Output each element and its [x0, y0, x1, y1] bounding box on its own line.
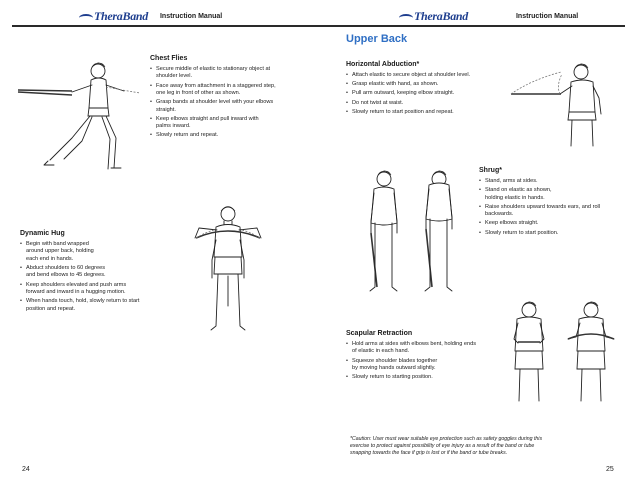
- horizontal-abduction-figure: [509, 58, 623, 148]
- horizontal-abduction-title: Horizontal Abduction*: [346, 61, 420, 68]
- shrug-figure-end: [425, 171, 452, 291]
- dynamic-hug-steps: [20, 241, 170, 315]
- list-item: • Slowly return and repeat.: [150, 132, 315, 139]
- shrug-title: Shrug*: [479, 167, 502, 174]
- list-item: • Grasp bands at shoulder level with your elbows straight.: [150, 99, 315, 114]
- list-item: • Slowly return to start position.: [479, 230, 624, 237]
- list-item: • Squeeze shoulder blades together by moving hands outward slightly.: [346, 358, 516, 373]
- list-item: • Do not twist at waist.: [346, 100, 511, 107]
- header-rule: [319, 25, 625, 27]
- dynamic-hug-figure: [188, 200, 268, 340]
- left-page-number: 24: [22, 466, 30, 473]
- list-item: • Grasp elastic with hand, as shown.: [346, 81, 511, 88]
- list-item: • When hands touch, hold, slowly return to start position and repeat.: [20, 298, 170, 313]
- list-item: • Raise shoulders upward towards ears, and roll backwards.: [479, 204, 624, 219]
- list-item: • Slowly return to start position and repeat.: [346, 109, 511, 116]
- list-item: • Keep elbows straight and pull inward with palms inward.: [150, 116, 315, 131]
- scapular-retraction-figure-start: [514, 302, 544, 401]
- list-item: • Begin with band wrapped around upper back, holding each end in hands.: [20, 241, 170, 263]
- brand-name: TheraBand: [414, 8, 468, 23]
- shrug-figures: [359, 165, 469, 300]
- shrug-figure-start: [370, 171, 397, 291]
- list-item: • Keep elbows straight.: [479, 220, 624, 227]
- left-header: [79, 8, 222, 24]
- brand-logo-icon: [79, 14, 93, 22]
- list-item: • Abduct shoulders to 60 degrees and bend elbows to 45 degrees.: [20, 265, 170, 280]
- section-title: Upper Back: [346, 33, 408, 45]
- list-item: • Attach elastic to secure object at shoulder level.: [346, 72, 511, 79]
- scapular-retraction-title: Scapular Retraction: [346, 330, 413, 337]
- right-header: [399, 8, 578, 24]
- list-item: • Slowly return to starting position.: [346, 374, 516, 381]
- list-item: • Keep shoulders elevated and push arms forward and inward in a hugging motion.: [20, 282, 170, 297]
- chest-flies-title: Chest Flies: [150, 55, 188, 62]
- horizontal-abduction-steps: [346, 72, 511, 118]
- list-item: • Stand on elastic as shown, holding elastic in hands.: [479, 187, 624, 202]
- list-item: • Stand, arms at sides.: [479, 178, 624, 185]
- caution-note: *Caution: User must wear suitable eye protection such as safety goggles during this exercise to protect against possibility of eye injury as a result of the band or tube snapping towards the face if grip is lost or if the band or tube breaks.: [350, 436, 543, 456]
- brand-name: TheraBand: [94, 8, 148, 23]
- scapular-retraction-figures: [499, 298, 624, 408]
- brand-logo-icon: [399, 14, 413, 22]
- scapular-retraction-steps: [346, 341, 516, 383]
- right-page: [319, 0, 638, 493]
- right-page-number: 25: [606, 466, 614, 473]
- list-item: • Secure middle of elastic to stationary object at shoulder level.: [150, 66, 315, 81]
- dynamic-hug-title: Dynamic Hug: [20, 230, 65, 237]
- chest-flies-figure: [18, 55, 148, 175]
- manual-label: Instruction Manual: [159, 12, 223, 20]
- list-item: • Hold arms at sides with elbows bent, holding ends of elastic in each hand.: [346, 341, 516, 356]
- manual-label: Instruction Manual: [515, 12, 579, 20]
- shrug-steps: [479, 178, 624, 239]
- list-item: • Face away from attachment in a staggered step, one leg in front of other as shown.: [150, 83, 315, 98]
- header-rule: [12, 25, 319, 27]
- scapular-retraction-figure-end: [568, 302, 614, 401]
- list-item: • Pull arm outward, keeping elbow straight.: [346, 90, 511, 97]
- chest-flies-steps: [150, 66, 315, 142]
